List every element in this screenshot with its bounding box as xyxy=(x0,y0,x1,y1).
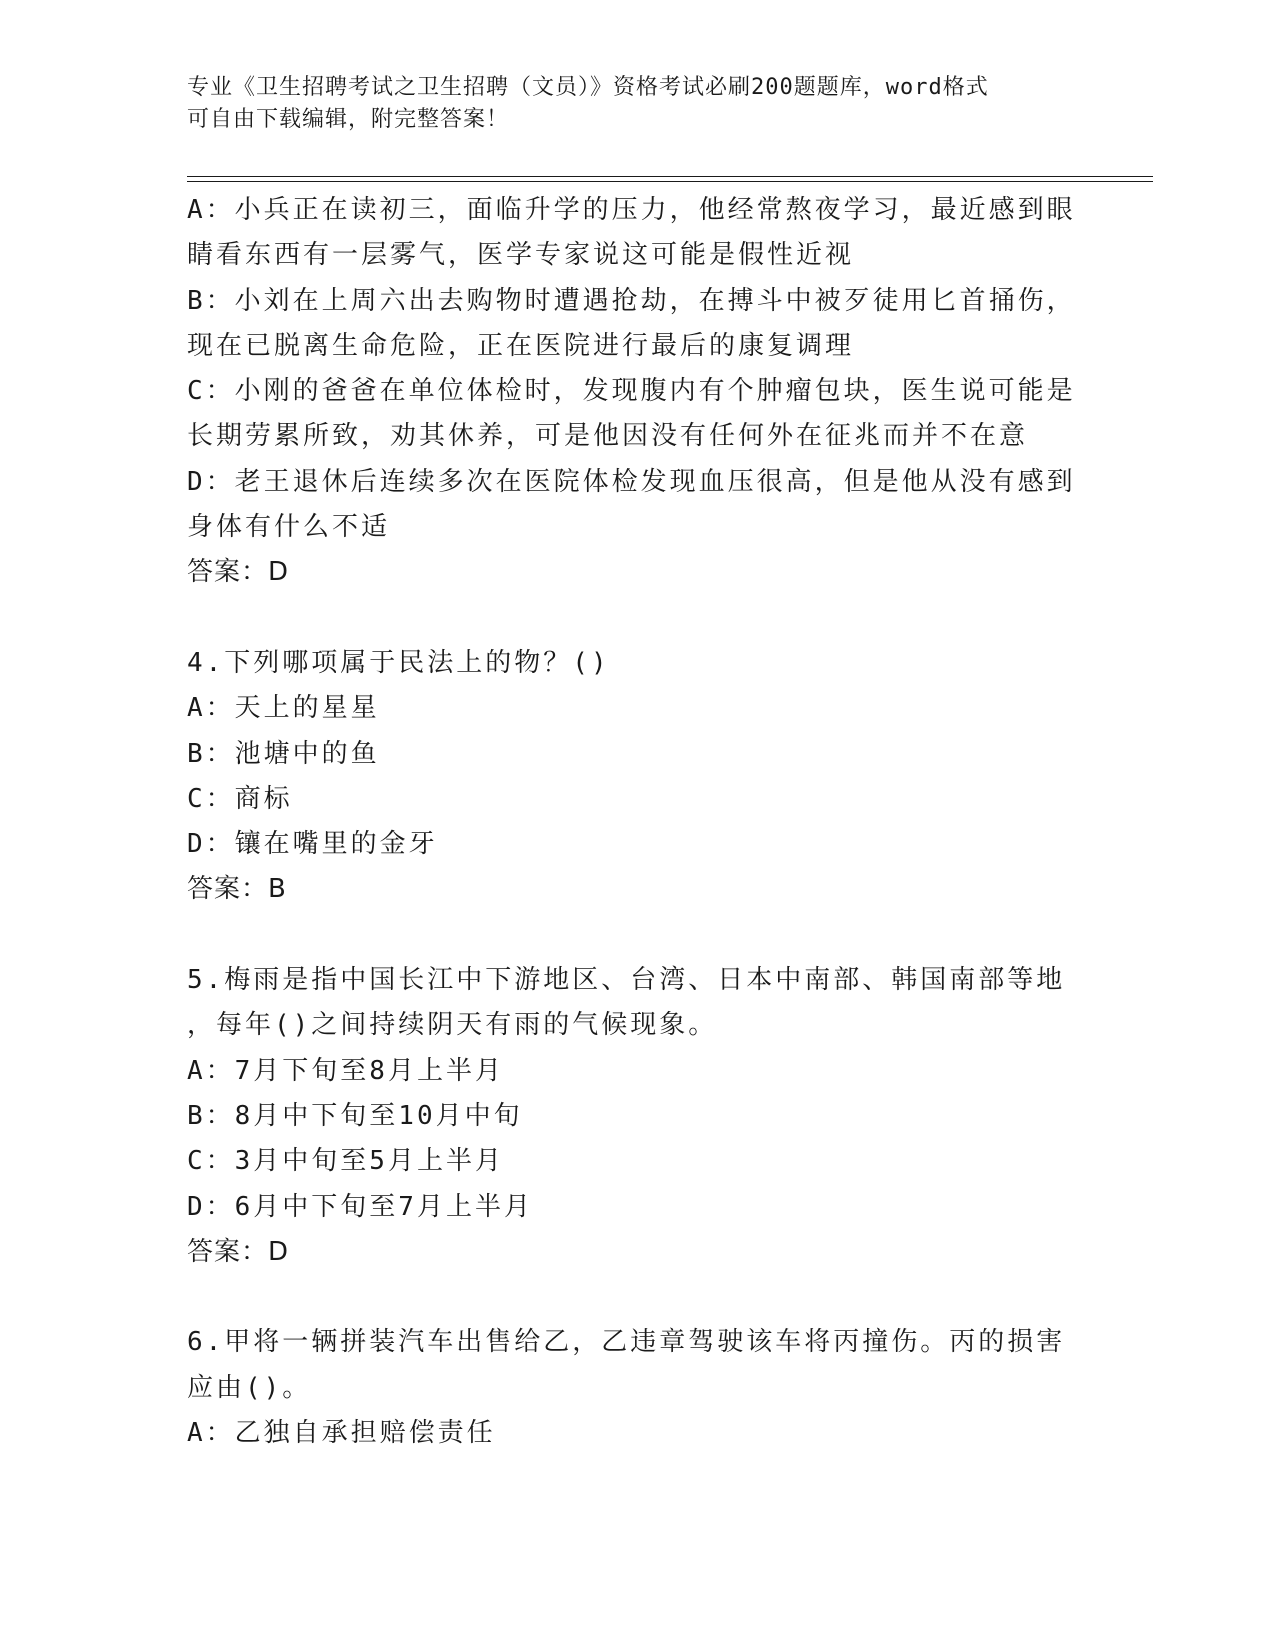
question-6 xyxy=(187,1320,1087,1456)
question-list xyxy=(187,188,1087,1456)
option-c: C：商标 xyxy=(187,783,293,814)
spacer xyxy=(187,1275,1087,1320)
option-a-line-1: A：小兵正在读初三，面临升学的压力，他经常熬夜学习，最近感到眼 xyxy=(187,195,1076,225)
question-stem-line-2: ，每年()之间持续阴天有雨的气候现象。 xyxy=(187,1010,718,1041)
option-a: A：天上的星星 xyxy=(187,693,380,724)
spacer xyxy=(187,913,1087,958)
option-b: B：8月中下旬至10月中旬 xyxy=(187,1100,523,1131)
option-c-line-2: 长期劳累所致，劝其休养，可是他因没有任何外在征兆而并不在意 xyxy=(187,421,1029,452)
option-a: A：乙独自承担赔偿责任 xyxy=(187,1418,496,1449)
question-stem: 4.下列哪项属于民法上的物？() xyxy=(187,647,610,678)
document-header xyxy=(187,72,1067,136)
question-3 xyxy=(187,188,1087,596)
option-d-line-2: 身体有什么不适 xyxy=(187,512,391,543)
option-a-line-2: 睛看东西有一层雾气，医学专家说这可能是假性近视 xyxy=(187,240,855,271)
option-a: A：7月下旬至8月上半月 xyxy=(187,1055,504,1086)
header-title-line-1: 专业《卫生招聘考试之卫生招聘（文员）》资格考试必刷200题题库，word格式 xyxy=(187,75,989,100)
option-b-line-1: B：小刘在上周六出去购物时遭遇抢劫，在搏斗中被歹徒用匕首捅伤， xyxy=(187,285,1076,316)
option-c-line-1: C：小刚的爸爸在单位体检时，发现腹内有个肿瘤包块，医生说可能是 xyxy=(187,376,1076,407)
spacer xyxy=(187,596,1087,641)
header-divider xyxy=(187,176,1153,182)
option-d: D：镶在嘴里的金牙 xyxy=(187,829,438,860)
option-d-line-1: D：老王退休后连续多次在医院体检发现血压很高，但是他从没有感到 xyxy=(187,466,1076,497)
question-stem-line-2: 应由()。 xyxy=(187,1372,312,1403)
answer-line: 答案：B xyxy=(187,874,287,905)
question-4 xyxy=(187,641,1087,913)
question-stem-line-1: 5.梅雨是指中国长江中下游地区、台湾、日本中南部、韩国南部等地 xyxy=(187,965,1066,996)
question-stem-line-1: 6.甲将一辆拼装汽车出售给乙，乙违章驾驶该车将丙撞伤。丙的损害 xyxy=(187,1327,1066,1358)
answer-line: 答案：D xyxy=(187,1236,290,1267)
option-b-line-2: 现在已脱离生命危险，正在医院进行最后的康复调理 xyxy=(187,330,855,361)
answer-line: 答案：D xyxy=(187,557,290,588)
option-c: C：3月中旬至5月上半月 xyxy=(187,1146,504,1177)
option-b: B：池塘中的鱼 xyxy=(187,738,380,769)
question-5 xyxy=(187,958,1087,1275)
header-title-line-2: 可自由下载编辑，附完整答案！ xyxy=(187,107,510,132)
option-d: D：6月中下旬至7月上半月 xyxy=(187,1191,533,1222)
